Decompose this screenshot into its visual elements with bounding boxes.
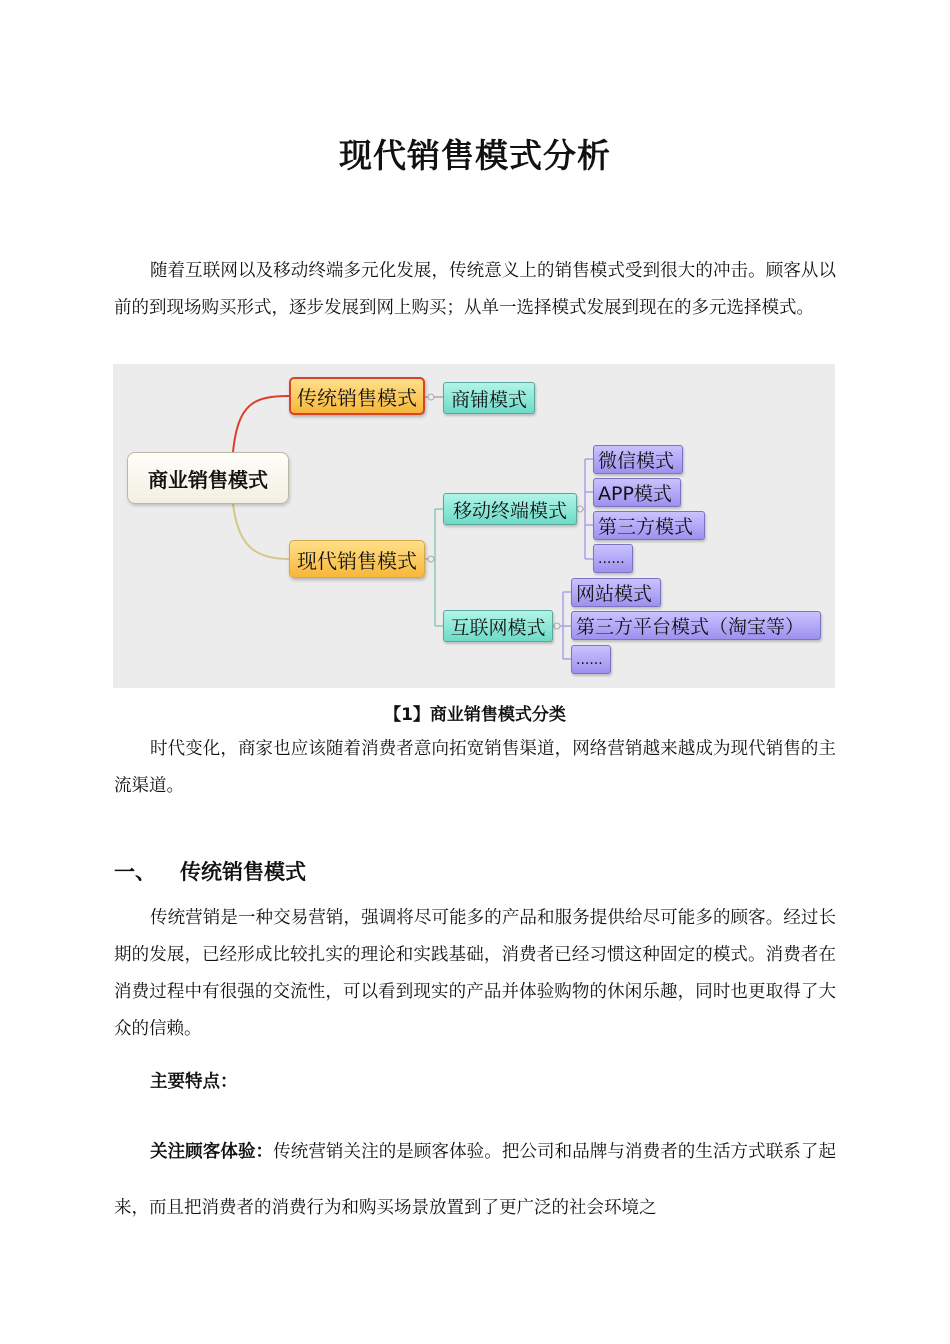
mindmap-mobile-node: 移动终端模式: [443, 493, 577, 525]
feature-customer-experience: [114, 1124, 836, 1236]
features-heading: 主要特点：: [150, 1072, 238, 1092]
mindmap-leaf-app: APP模式: [593, 478, 681, 507]
feature-text: 传统营销关注的是顾客体验。把公司和品牌与消费者的生活方式联系了起来，而且把消费者的消费行为和购买场景放置到了更广泛的社会环境之: [114, 1142, 837, 1218]
section-heading-traditional: [114, 856, 306, 886]
feature-label: 关注顾客体验：: [150, 1142, 274, 1162]
intro-paragraph: 随着互联网以及移动终端多元化发展，传统意义上的销售模式受到很大的冲击。顾客从以前的到现场购买形式，逐步发展到网上购买；从单一选择模式发展到现在的多元选择模式。: [114, 261, 836, 318]
mindmap-modern-node: 现代销售模式: [289, 540, 425, 578]
mindmap-leaf-third-party-platform: 第三方平台模式（淘宝等）: [571, 611, 821, 640]
paragraph-traditional: 传统营销是一种交易营销，强调将尽可能多的产品和服务提供给尽可能多的顾客。经过长期的发展，已经形成比较扎实的理论和实践基础，消费者已经习惯这种固定的模式。消费者在消费过程中有很强的交流性，可以看到现实的产品并体验购物的休闲乐趣，同时也更取得了大众的信赖。: [114, 908, 836, 1039]
mindmap-leaf-internet-more: ......: [571, 645, 611, 674]
mindmap-leaf-website: 网站模式: [571, 578, 661, 607]
mindmap-internet-node: 互联网模式: [443, 610, 553, 642]
mindmap-leaf-mobile-more: ......: [593, 544, 633, 573]
mindmap-traditional-node: 传统销售模式: [289, 377, 425, 415]
page-title: 现代销售模式分析: [339, 136, 611, 175]
sales-model-mindmap: [113, 364, 835, 688]
section-title: 传统销售模式: [180, 860, 306, 884]
mindmap-shop-node: 商铺模式: [443, 382, 535, 414]
section-number: 一、: [114, 860, 156, 884]
mindmap-leaf-third-party: 第三方模式: [593, 511, 705, 540]
paragraph-channels: 时代变化，商家也应该随着消费者意向拓宽销售渠道，网络营销越来越成为现代销售的主流渠道。: [114, 739, 836, 796]
mindmap-leaf-wechat: 微信模式: [593, 445, 683, 474]
mindmap-root-node: 商业销售模式: [127, 452, 289, 504]
figure-caption: 【1】商业销售模式分类: [384, 705, 566, 725]
